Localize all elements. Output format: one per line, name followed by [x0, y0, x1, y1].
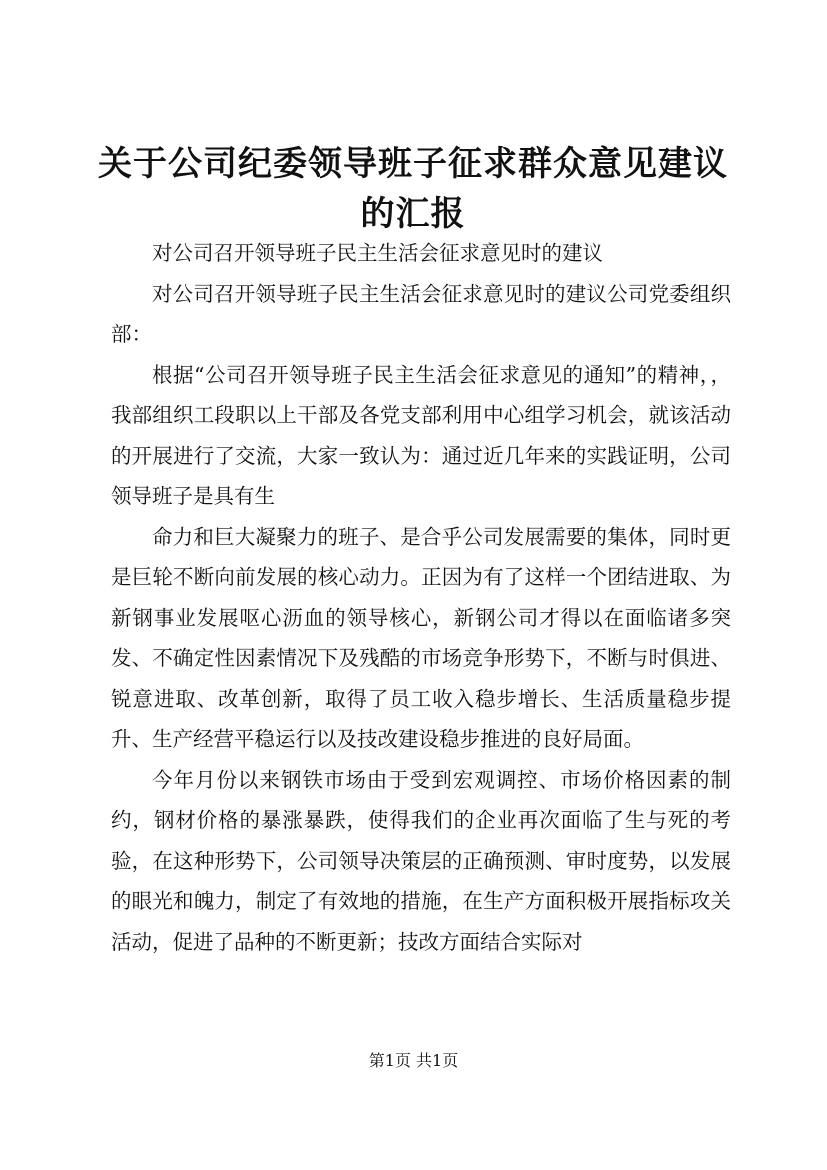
- body-paragraph: 对公司召开领导班子民主生活会征求意见时的建议: [152, 241, 603, 265]
- body-paragraph: 今年月份以来钢铁市场由于受到宏观调控、市场价格因素的制约，钢材价格的暴涨暴跌，使得我们的企业再次面临了生与死的考验，在这种形势下，公司领导决策层的正确预测、审时度势，以发展的眼光和魄力，制定了有效地的措施，在生产方面积极开展指标攻关活动，促进了品种的不断更新；技改方面结合实际对: [111, 767, 731, 954]
- body-paragraph: 对公司召开领导班子民主生活会征求意见时的建议公司党委组织部：: [111, 281, 731, 346]
- body-paragraph: 根据“公司召开领导班子民主生活会征求意见的通知”的精神，，我部组织工段职以上干部及各党支部利用中心组学习机会，就该活动的开展进行了交流，大家一致认为：通过近几年来的实践证明，公司领导班子是具有生: [111, 362, 731, 508]
- body-paragraph: 命力和巨大凝聚力的班子、是合乎公司发展需要的集体，同时更是巨轮不断向前发展的核心动力。正因为有了这样一个团结进取、为新钢事业发展呕心沥血的领导核心，新钢公司才得以在面临诸多突发、不确定性因素情况下及残酷的市场竞争形势下，不断与时俱进、锐意进取、改革创新，取得了员工收入稳步增长、生活质量稳步提升、生产经营平稳运行以及技改建设稳步推进的良好局面。: [111, 524, 731, 751]
- document-body: [111, 233, 731, 962]
- page-footer: 第1页 共1页: [368, 1051, 459, 1070]
- document-title: 关于公司纪委领导班子征求群众意见建议的汇报: [98, 144, 728, 234]
